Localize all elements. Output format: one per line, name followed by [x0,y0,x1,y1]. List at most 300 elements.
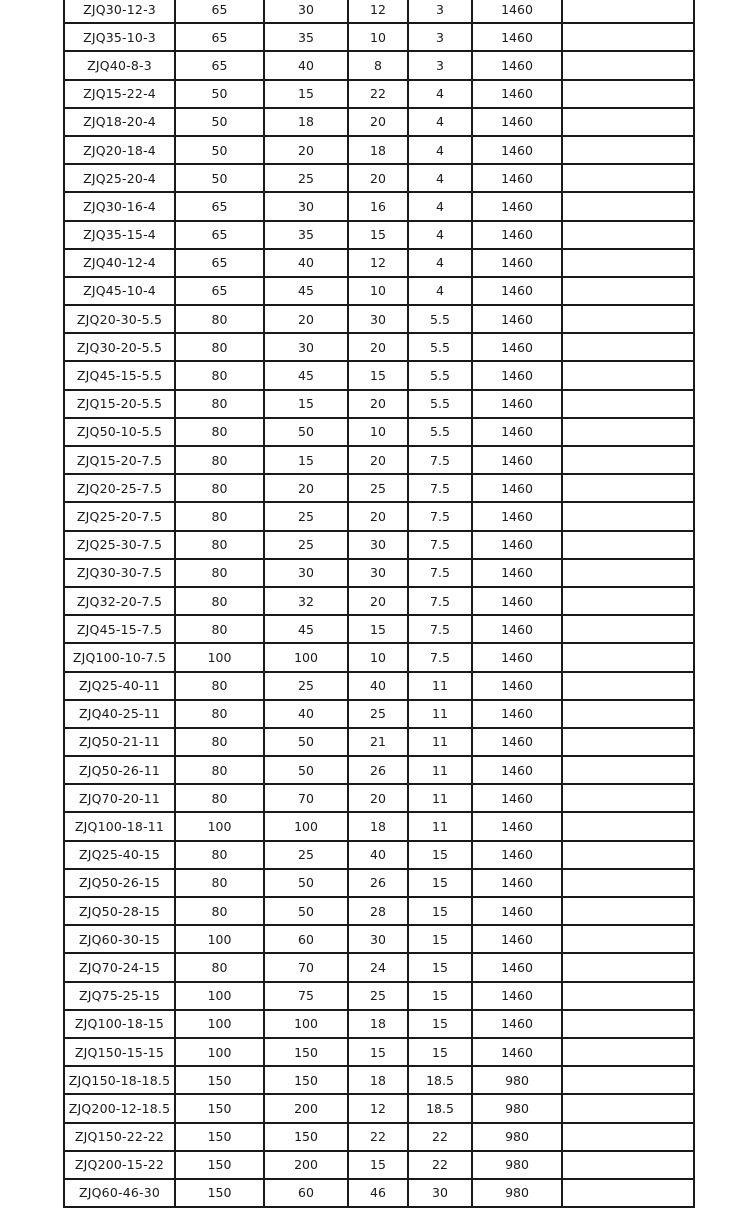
flow-cell: 25 [264,502,348,530]
model-cell: ZJQ15-20-7.5 [64,446,175,474]
table-row [64,953,694,981]
table-row [64,700,694,728]
flow-cell: 60 [264,1179,348,1207]
flow-cell: 45 [264,361,348,389]
table-row [64,305,694,333]
model-cell: ZJQ50-28-15 [64,897,175,925]
outlet-diameter-cell: 150 [175,1123,264,1151]
extra-cell [562,446,694,474]
outlet-diameter-cell: 65 [175,221,264,249]
power-cell: 7.5 [408,615,472,643]
outlet-diameter-cell: 150 [175,1094,264,1122]
flow-cell: 200 [264,1094,348,1122]
flow-cell: 40 [264,51,348,79]
power-cell: 3 [408,23,472,51]
model-cell: ZJQ30-16-4 [64,192,175,220]
outlet-diameter-cell: 50 [175,164,264,192]
outlet-diameter-cell: 80 [175,446,264,474]
head-cell: 40 [348,672,408,700]
model-cell: ZJQ25-20-4 [64,164,175,192]
flow-cell: 20 [264,305,348,333]
outlet-diameter-cell: 80 [175,587,264,615]
model-cell: ZJQ150-22-22 [64,1123,175,1151]
outlet-diameter-cell: 80 [175,333,264,361]
model-cell: ZJQ150-15-15 [64,1038,175,1066]
power-cell: 11 [408,728,472,756]
power-cell: 4 [408,249,472,277]
outlet-diameter-cell: 50 [175,108,264,136]
power-cell: 15 [408,982,472,1010]
speed-cell: 1460 [472,51,562,79]
model-cell: ZJQ20-25-7.5 [64,474,175,502]
flow-cell: 25 [264,672,348,700]
head-cell: 30 [348,531,408,559]
speed-cell: 1460 [472,1038,562,1066]
table-row [64,0,694,23]
power-cell: 11 [408,784,472,812]
head-cell: 15 [348,1038,408,1066]
pump-spec-table-body [64,0,694,1207]
model-cell: ZJQ40-8-3 [64,51,175,79]
speed-cell: 1460 [472,502,562,530]
head-cell: 20 [348,446,408,474]
speed-cell: 1460 [472,812,562,840]
extra-cell [562,0,694,23]
flow-cell: 100 [264,1010,348,1038]
extra-cell [562,1010,694,1038]
speed-cell: 1460 [472,559,562,587]
power-cell: 7.5 [408,474,472,502]
extra-cell [562,897,694,925]
power-cell: 18.5 [408,1066,472,1094]
table-row [64,1010,694,1038]
flow-cell: 45 [264,615,348,643]
outlet-diameter-cell: 100 [175,982,264,1010]
outlet-diameter-cell: 80 [175,897,264,925]
flow-cell: 30 [264,192,348,220]
outlet-diameter-cell: 150 [175,1066,264,1094]
table-row [64,390,694,418]
model-cell: ZJQ100-10-7.5 [64,643,175,671]
extra-cell [562,1179,694,1207]
table-row [64,192,694,220]
flow-cell: 30 [264,0,348,23]
outlet-diameter-cell: 50 [175,80,264,108]
model-cell: ZJQ25-30-7.5 [64,531,175,559]
speed-cell: 1460 [472,982,562,1010]
table-row [64,1038,694,1066]
power-cell: 22 [408,1123,472,1151]
extra-cell [562,982,694,1010]
flow-cell: 50 [264,869,348,897]
outlet-diameter-cell: 65 [175,51,264,79]
power-cell: 15 [408,841,472,869]
outlet-diameter-cell: 80 [175,474,264,502]
model-cell: ZJQ150-18-18.5 [64,1066,175,1094]
table-row [64,615,694,643]
table-row [64,784,694,812]
model-cell: ZJQ75-25-15 [64,982,175,1010]
table-row [64,80,694,108]
table-row [64,1151,694,1179]
head-cell: 20 [348,784,408,812]
model-cell: ZJQ100-18-15 [64,1010,175,1038]
flow-cell: 20 [264,136,348,164]
head-cell: 24 [348,953,408,981]
outlet-diameter-cell: 80 [175,841,264,869]
speed-cell: 1460 [472,390,562,418]
table-row [64,474,694,502]
speed-cell: 1460 [472,249,562,277]
head-cell: 30 [348,925,408,953]
extra-cell [562,51,694,79]
table-row [64,333,694,361]
outlet-diameter-cell: 80 [175,672,264,700]
power-cell: 3 [408,0,472,23]
power-cell: 4 [408,108,472,136]
model-cell: ZJQ25-40-15 [64,841,175,869]
power-cell: 11 [408,672,472,700]
speed-cell: 1460 [472,531,562,559]
speed-cell: 1460 [472,643,562,671]
head-cell: 20 [348,587,408,615]
outlet-diameter-cell: 65 [175,277,264,305]
extra-cell [562,502,694,530]
head-cell: 10 [348,643,408,671]
outlet-diameter-cell: 65 [175,192,264,220]
flow-cell: 60 [264,925,348,953]
head-cell: 30 [348,559,408,587]
extra-cell [562,728,694,756]
model-cell: ZJQ35-15-4 [64,221,175,249]
extra-cell [562,361,694,389]
head-cell: 22 [348,1123,408,1151]
power-cell: 11 [408,756,472,784]
model-cell: ZJQ100-18-11 [64,812,175,840]
head-cell: 20 [348,333,408,361]
table-row [64,897,694,925]
head-cell: 18 [348,1010,408,1038]
outlet-diameter-cell: 80 [175,390,264,418]
outlet-diameter-cell: 100 [175,643,264,671]
head-cell: 15 [348,361,408,389]
model-cell: ZJQ60-30-15 [64,925,175,953]
table-row [64,728,694,756]
flow-cell: 70 [264,953,348,981]
extra-cell [562,812,694,840]
power-cell: 5.5 [408,390,472,418]
extra-cell [562,841,694,869]
extra-cell [562,474,694,502]
flow-cell: 18 [264,108,348,136]
extra-cell [562,615,694,643]
head-cell: 28 [348,897,408,925]
flow-cell: 50 [264,756,348,784]
outlet-diameter-cell: 80 [175,953,264,981]
power-cell: 7.5 [408,559,472,587]
power-cell: 7.5 [408,531,472,559]
head-cell: 8 [348,51,408,79]
head-cell: 40 [348,841,408,869]
power-cell: 30 [408,1179,472,1207]
table-row [64,221,694,249]
head-cell: 22 [348,80,408,108]
speed-cell: 1460 [472,446,562,474]
model-cell: ZJQ45-10-4 [64,277,175,305]
table-row [64,587,694,615]
speed-cell: 1460 [472,221,562,249]
outlet-diameter-cell: 80 [175,784,264,812]
table-row [64,559,694,587]
power-cell: 4 [408,277,472,305]
speed-cell: 1460 [472,615,562,643]
flow-cell: 70 [264,784,348,812]
pump-spec-table-container [63,0,693,1208]
head-cell: 46 [348,1179,408,1207]
flow-cell: 32 [264,587,348,615]
head-cell: 15 [348,221,408,249]
extra-cell [562,643,694,671]
outlet-diameter-cell: 80 [175,361,264,389]
power-cell: 7.5 [408,502,472,530]
speed-cell: 1460 [472,869,562,897]
flow-cell: 100 [264,643,348,671]
extra-cell [562,108,694,136]
speed-cell: 1460 [472,164,562,192]
model-cell: ZJQ20-18-4 [64,136,175,164]
head-cell: 20 [348,502,408,530]
table-row [64,418,694,446]
table-row [64,812,694,840]
table-row [64,672,694,700]
table-row [64,531,694,559]
head-cell: 20 [348,164,408,192]
speed-cell: 1460 [472,672,562,700]
outlet-diameter-cell: 80 [175,502,264,530]
head-cell: 30 [348,305,408,333]
speed-cell: 1460 [472,192,562,220]
flow-cell: 50 [264,418,348,446]
outlet-diameter-cell: 150 [175,1151,264,1179]
table-row [64,51,694,79]
outlet-diameter-cell: 100 [175,812,264,840]
speed-cell: 1460 [472,700,562,728]
power-cell: 4 [408,164,472,192]
speed-cell: 1460 [472,925,562,953]
extra-cell [562,784,694,812]
model-cell: ZJQ30-30-7.5 [64,559,175,587]
flow-cell: 50 [264,728,348,756]
head-cell: 10 [348,277,408,305]
model-cell: ZJQ20-30-5.5 [64,305,175,333]
head-cell: 25 [348,474,408,502]
power-cell: 5.5 [408,305,472,333]
power-cell: 15 [408,1010,472,1038]
speed-cell: 1460 [472,23,562,51]
outlet-diameter-cell: 100 [175,1010,264,1038]
speed-cell: 1460 [472,897,562,925]
extra-cell [562,925,694,953]
outlet-diameter-cell: 80 [175,615,264,643]
extra-cell [562,1038,694,1066]
table-row [64,277,694,305]
speed-cell: 1460 [472,418,562,446]
extra-cell [562,80,694,108]
table-row [64,136,694,164]
table-row [64,1179,694,1207]
model-cell: ZJQ30-12-3 [64,0,175,23]
flow-cell: 45 [264,277,348,305]
outlet-diameter-cell: 80 [175,756,264,784]
model-cell: ZJQ50-26-15 [64,869,175,897]
table-row [64,164,694,192]
extra-cell [562,869,694,897]
model-cell: ZJQ50-10-5.5 [64,418,175,446]
flow-cell: 50 [264,897,348,925]
head-cell: 26 [348,756,408,784]
table-row [64,23,694,51]
speed-cell: 980 [472,1179,562,1207]
extra-cell [562,672,694,700]
flow-cell: 100 [264,812,348,840]
speed-cell: 1460 [472,136,562,164]
speed-cell: 1460 [472,0,562,23]
model-cell: ZJQ70-24-15 [64,953,175,981]
speed-cell: 1460 [472,587,562,615]
table-row [64,869,694,897]
power-cell: 18.5 [408,1094,472,1122]
extra-cell [562,192,694,220]
head-cell: 21 [348,728,408,756]
head-cell: 26 [348,869,408,897]
table-row [64,361,694,389]
power-cell: 4 [408,80,472,108]
extra-cell [562,700,694,728]
speed-cell: 1460 [472,784,562,812]
power-cell: 15 [408,869,472,897]
head-cell: 18 [348,1066,408,1094]
head-cell: 12 [348,0,408,23]
model-cell: ZJQ35-10-3 [64,23,175,51]
outlet-diameter-cell: 100 [175,925,264,953]
flow-cell: 150 [264,1066,348,1094]
outlet-diameter-cell: 80 [175,531,264,559]
extra-cell [562,559,694,587]
speed-cell: 980 [472,1123,562,1151]
speed-cell: 1460 [472,80,562,108]
flow-cell: 15 [264,446,348,474]
flow-cell: 15 [264,80,348,108]
extra-cell [562,249,694,277]
extra-cell [562,221,694,249]
flow-cell: 25 [264,531,348,559]
speed-cell: 1460 [472,305,562,333]
table-row [64,446,694,474]
model-cell: ZJQ32-20-7.5 [64,587,175,615]
extra-cell [562,953,694,981]
outlet-diameter-cell: 80 [175,418,264,446]
flow-cell: 35 [264,221,348,249]
table-row [64,841,694,869]
flow-cell: 25 [264,841,348,869]
power-cell: 15 [408,897,472,925]
table-row [64,249,694,277]
power-cell: 7.5 [408,587,472,615]
model-cell: ZJQ60-46-30 [64,1179,175,1207]
table-row [64,1066,694,1094]
extra-cell [562,136,694,164]
model-cell: ZJQ70-20-11 [64,784,175,812]
table-row [64,925,694,953]
head-cell: 15 [348,1151,408,1179]
flow-cell: 30 [264,559,348,587]
speed-cell: 1460 [472,277,562,305]
extra-cell [562,23,694,51]
outlet-diameter-cell: 80 [175,305,264,333]
model-cell: ZJQ15-22-4 [64,80,175,108]
model-cell: ZJQ50-21-11 [64,728,175,756]
table-row [64,643,694,671]
model-cell: ZJQ45-15-5.5 [64,361,175,389]
outlet-diameter-cell: 65 [175,249,264,277]
head-cell: 25 [348,982,408,1010]
flow-cell: 20 [264,474,348,502]
head-cell: 25 [348,700,408,728]
flow-cell: 150 [264,1038,348,1066]
model-cell: ZJQ25-20-7.5 [64,502,175,530]
model-cell: ZJQ50-26-11 [64,756,175,784]
power-cell: 11 [408,812,472,840]
table-row [64,502,694,530]
power-cell: 5.5 [408,361,472,389]
speed-cell: 1460 [472,361,562,389]
speed-cell: 980 [472,1151,562,1179]
outlet-diameter-cell: 80 [175,700,264,728]
pump-spec-table [63,0,695,1208]
extra-cell [562,1151,694,1179]
model-cell: ZJQ30-20-5.5 [64,333,175,361]
table-row [64,1123,694,1151]
extra-cell [562,1066,694,1094]
speed-cell: 1460 [472,333,562,361]
power-cell: 4 [408,136,472,164]
table-row [64,108,694,136]
power-cell: 15 [408,953,472,981]
extra-cell [562,333,694,361]
power-cell: 4 [408,221,472,249]
power-cell: 4 [408,192,472,220]
speed-cell: 1460 [472,108,562,136]
head-cell: 15 [348,615,408,643]
head-cell: 10 [348,23,408,51]
head-cell: 18 [348,812,408,840]
head-cell: 20 [348,108,408,136]
extra-cell [562,1094,694,1122]
model-cell: ZJQ15-20-5.5 [64,390,175,418]
head-cell: 16 [348,192,408,220]
model-cell: ZJQ25-40-11 [64,672,175,700]
flow-cell: 35 [264,23,348,51]
speed-cell: 1460 [472,841,562,869]
speed-cell: 1460 [472,474,562,502]
table-row [64,982,694,1010]
model-cell: ZJQ40-12-4 [64,249,175,277]
power-cell: 7.5 [408,446,472,474]
extra-cell [562,390,694,418]
extra-cell [562,164,694,192]
outlet-diameter-cell: 50 [175,136,264,164]
outlet-diameter-cell: 65 [175,0,264,23]
